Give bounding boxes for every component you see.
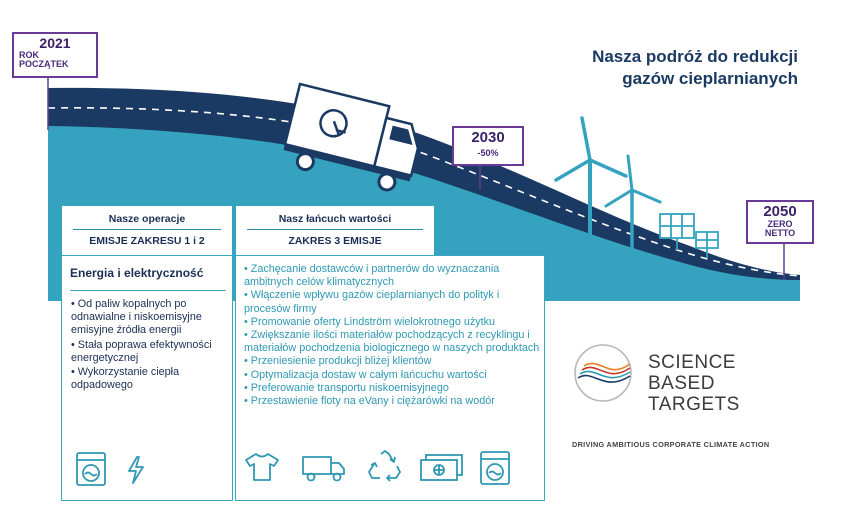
sbti-logo-text — [648, 352, 740, 415]
list-item: • Przestawienie floty na eVany i ciężarówki na wodór — [244, 395, 495, 408]
title-line-2: gazów cieplarnianych — [622, 69, 798, 88]
value-chain-list — [244, 263, 540, 408]
milestone-2030 — [452, 126, 524, 166]
list-item: • Stała poprawa efektywności energetycznej — [71, 338, 212, 364]
milestone-2021 — [12, 32, 98, 78]
washing-machine-icon — [480, 451, 510, 485]
sbti-logo-mark — [568, 338, 638, 408]
page-title — [592, 46, 798, 90]
sbti-word-1: SCIENCE — [648, 352, 736, 373]
list-item: • Zwiększanie ilości materiałów pochodzących z recyklingu i materiałów pochodzenia biologicznego w naszych produktach — [244, 329, 540, 355]
operations-title: Energia i elektryczność — [70, 266, 204, 280]
operations-header — [62, 206, 232, 256]
list-item: • Od paliw kopalnych po odnawialne i niskoemisyjne emisyjne źródła energii — [71, 298, 202, 337]
tshirt-icon — [244, 452, 280, 482]
value-chain-panel — [235, 255, 545, 501]
milestone-label: ROK — [19, 49, 39, 60]
milestone-2050 — [746, 200, 814, 244]
list-item: • Optymalizacja dostaw w całym łańcuchu wartości — [244, 368, 487, 381]
washing-machine-icon — [76, 452, 106, 486]
sbti-word-2: BASED — [648, 373, 715, 394]
value-chain-header-title: Nasz łańcuch wartości — [278, 213, 392, 225]
lightning-icon — [126, 456, 146, 484]
operations-header-title: Nasze operacje — [108, 213, 186, 225]
sbti-word-3: TARGETS — [648, 394, 740, 415]
milestone-year: 2050 — [763, 203, 797, 220]
value-chain-header — [236, 206, 434, 256]
operations-scope: EMISJE ZAKRESU 1 i 2 — [89, 235, 205, 247]
recycle-icon — [368, 450, 402, 482]
list-item: • Przeniesienie produkcji bliżej klientów — [244, 355, 432, 368]
title-line-1: Nasza podróż do redukcji — [592, 47, 798, 66]
milestone-label: -50% — [477, 147, 499, 158]
value-chain-scope: ZAKRES 3 EMISJE — [288, 235, 382, 247]
truck-icon — [302, 454, 346, 482]
list-item: • Preferowanie transportu niskoemisyjnego — [244, 381, 449, 394]
list-item: • Włączenie wpływu gazów cieplarnianych do polityk i procesów firmy — [244, 289, 500, 315]
list-item: • Wykorzystanie ciepła odpadowego — [71, 366, 180, 392]
operations-panel — [61, 255, 233, 501]
list-item: • Promowanie oferty Lindström wielokrotnego użytku — [244, 315, 496, 328]
milestone-label: POCZĄTEK — [19, 59, 69, 70]
sbti-tagline: DRIVING AMBITIOUS CORPORATE CLIMATE ACTION — [572, 440, 770, 449]
operations-list — [71, 298, 228, 393]
milestone-year: 2030 — [471, 129, 505, 146]
milestone-label: ZERO — [767, 218, 793, 229]
milestone-label: NETTO — [764, 228, 796, 239]
list-item: • Zachęcanie dostawców i partnerów do wyznaczania ambitnych celów klimatycznych — [244, 263, 500, 289]
milestone-year: 2021 — [39, 35, 71, 51]
banknotes-icon — [420, 454, 464, 482]
